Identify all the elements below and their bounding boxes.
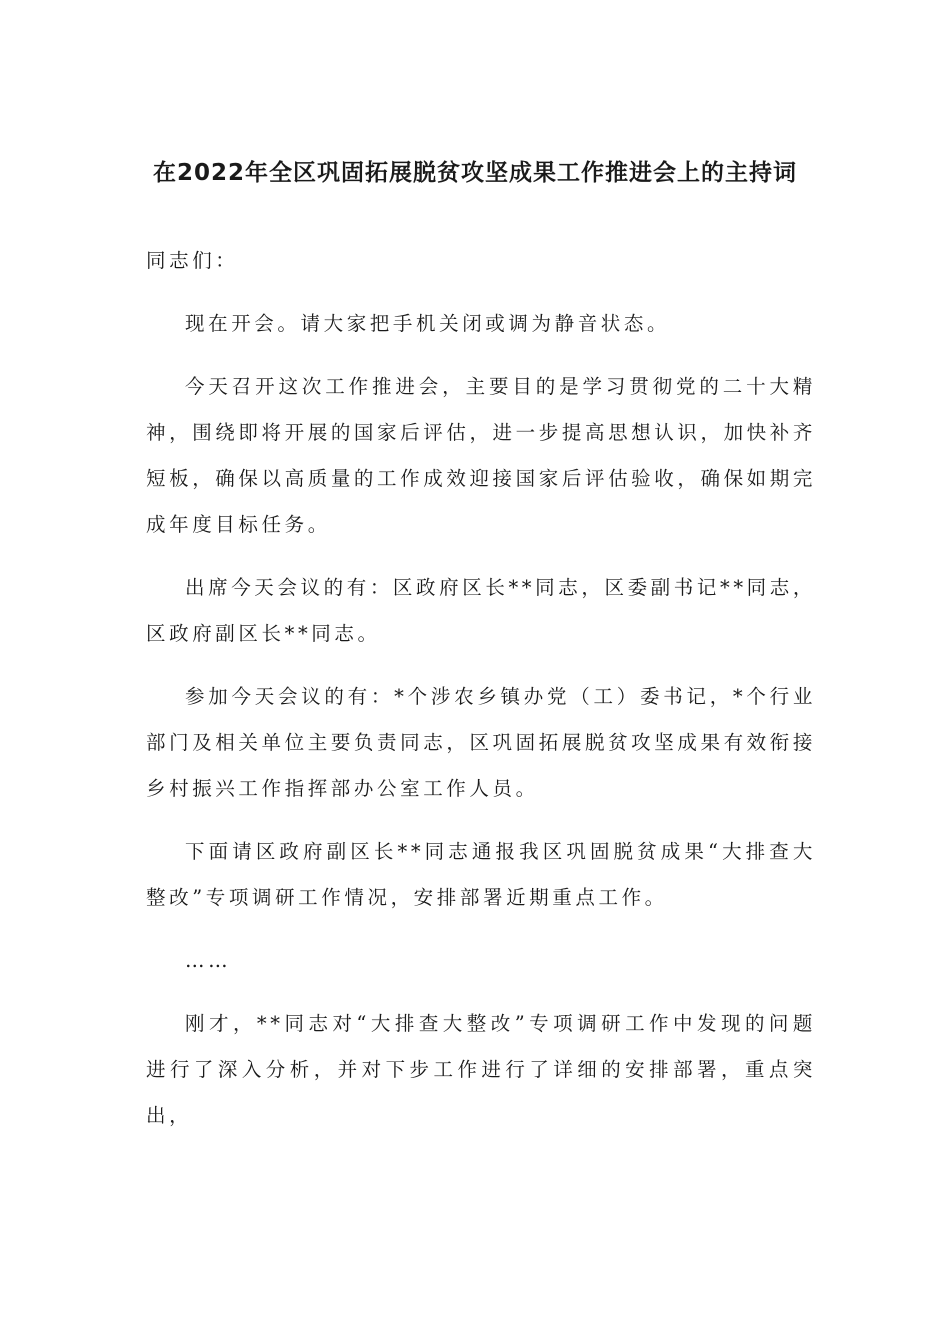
paragraph: 刚才，**同志对“大排查大整改”专项调研工作中发现的问题进行了深入分析，并对下步工作进行了详细的安排部署，重点突出， — [146, 1012, 816, 1127]
paragraph: 出席今天会议的有：区政府区长**同志，区委副书记**同志，区政府副区长**同志。 — [146, 576, 816, 645]
paragraph: 参加今天会议的有：*个涉农乡镇办党（工）委书记，*个行业部门及相关单位主要负责同志，区巩固拓展脱贫攻坚成果有效衔接乡村振兴工作指挥部办公室工作人员。 — [146, 685, 816, 800]
ellipsis-paragraph: …… — [185, 949, 232, 972]
paragraph: 今天召开这次工作推进会，主要目的是学习贯彻党的二十大精神，围绕即将开展的国家后评估，进一步提高思想认识，加快补齐短板，确保以高质量的工作成效迎接国家后评估验收，确保如期完成年度目标任务。 — [146, 375, 816, 536]
document-title: 在2022年全区巩固拓展脱贫攻坚成果工作推进会上的主持词 — [152, 160, 797, 186]
document-body — [146, 238, 816, 1156]
paragraph: 现在开会。请大家把手机关闭或调为静音状态。 — [185, 312, 671, 335]
paragraph: 下面请区政府副区长**同志通报我区巩固脱贫成果“大排查大整改”专项调研工作情况，安排部署近期重点工作。 — [146, 840, 816, 909]
salutation: 同志们： — [146, 249, 239, 272]
